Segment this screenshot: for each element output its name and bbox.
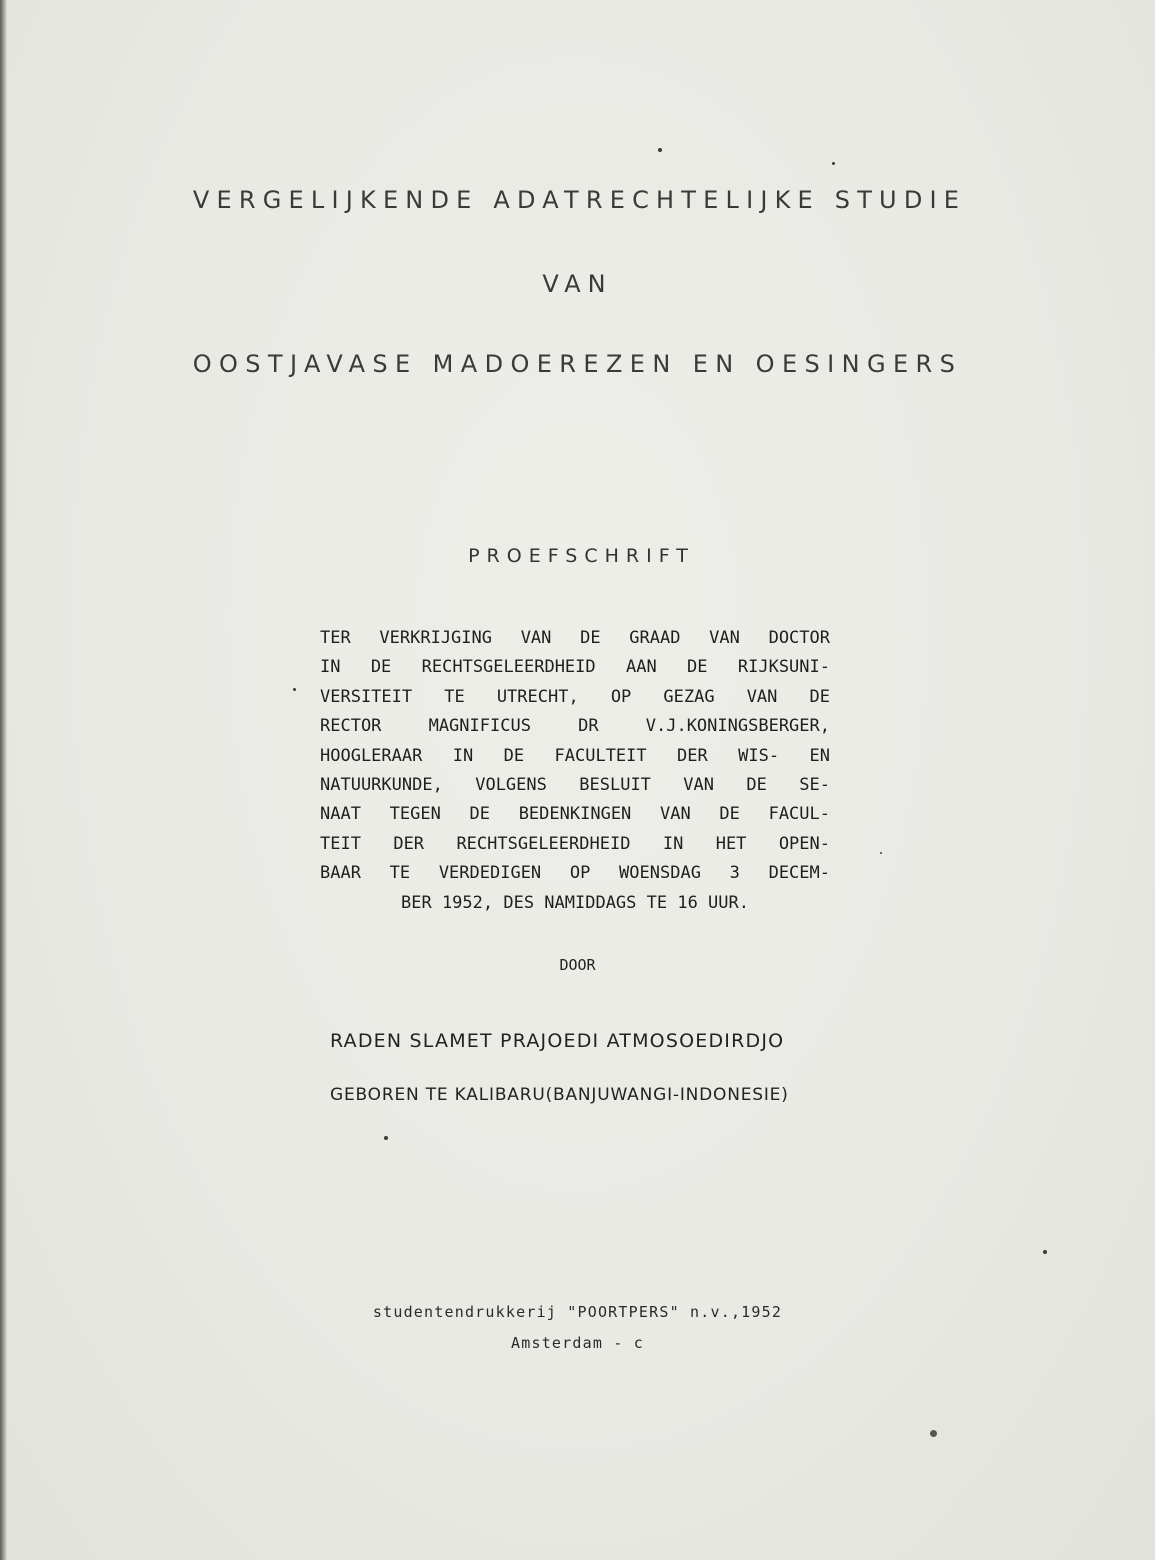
printer-location: Amsterdam - c [511, 1334, 644, 1352]
title-line-3: OOSTJAVASE MADOEREZEN EN OESINGERS [192, 350, 963, 378]
paper-speck [880, 852, 882, 854]
statement-line: IN DE RECHTSGELEERDHEID AAN DE RIJKSUNI- [320, 657, 830, 678]
printer-imprint: studentendrukkerij "POORTPERS" n.v.,1952 [372, 1303, 783, 1321]
statement-line: TER VERKRIJGING VAN DE GRAAD VAN DOCTOR [320, 628, 830, 648]
paper-speck [1043, 1250, 1047, 1254]
statement-line: HOOGLERAAR IN DE FACULTEIT DER WIS- EN [320, 745, 830, 766]
statement-line: BAAR TE VERDEDIGEN OP WOENSDAG 3 DECEM- [320, 863, 830, 884]
statement-line: RECTOR MAGNIFICUS DR V.J.KONINGSBERGER, [320, 716, 830, 737]
paper-speck [293, 688, 296, 691]
statement-line: NAAT TEGEN DE BEDENKINGEN VAN DE FACUL- [320, 804, 830, 825]
paper-speck [930, 1430, 937, 1437]
document-type: PROEFSCHRIFT [468, 545, 695, 567]
paper-speck [832, 162, 835, 165]
statement-line: VERSITEIT TE UTRECHT, OP GEZAG VAN DE [320, 686, 830, 707]
author-name: RADEN SLAMET PRAJOEDI ATMOSOEDIRDJO [330, 1030, 785, 1052]
statement-line: BER 1952, DES NAMIDDAGS TE 16 UUR. [401, 892, 749, 913]
dissertation-statement [320, 624, 830, 918]
paper-speck [384, 1136, 388, 1140]
page-edge-shadow [0, 0, 7, 1560]
by-label: DOOR [559, 956, 596, 974]
title-line-2: VAN [542, 270, 613, 298]
title-line-1: VERGELIJKENDE ADATRECHTELIJKE STUDIE [192, 186, 967, 214]
paper-speck [658, 148, 662, 152]
statement-line: TEIT DER RECHTSGELEERDHEID IN HET OPEN- [320, 833, 830, 854]
birthplace: GEBOREN TE KALIBARU(BANJUWANGI-INDONESIE) [330, 1085, 789, 1105]
statement-line: NATUURKUNDE, VOLGENS BESLUIT VAN DE SE- [320, 775, 830, 796]
